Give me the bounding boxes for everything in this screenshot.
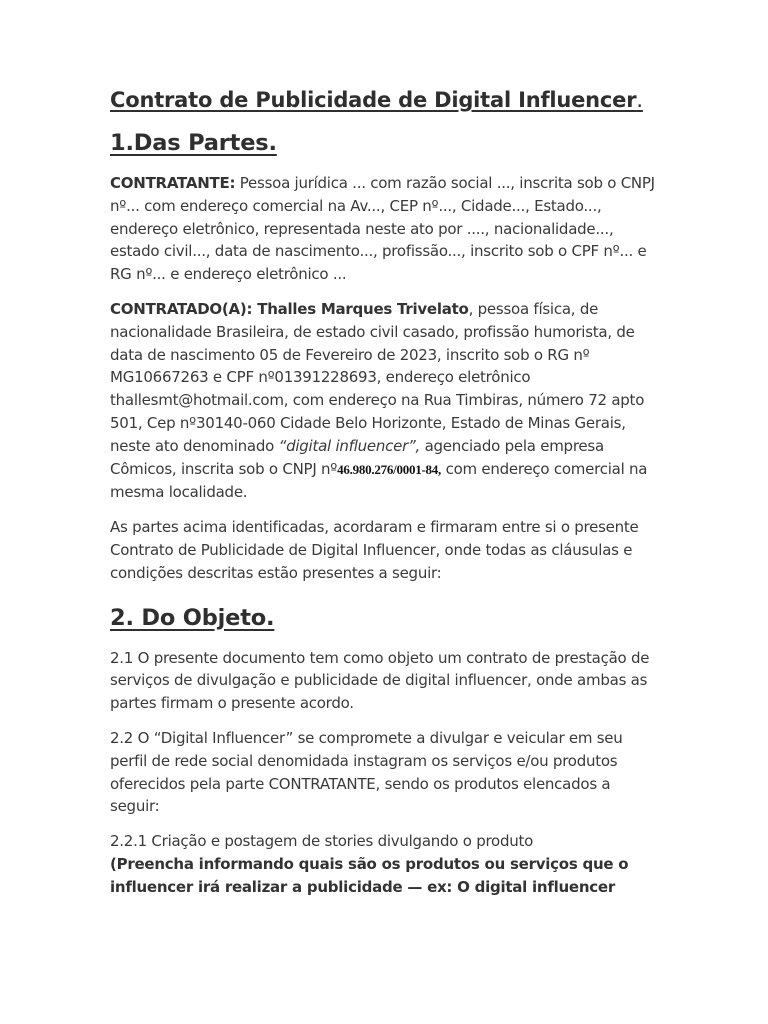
document-body <box>110 88 662 911</box>
clause-2-2-1-text: 2.2.1 Criação e postagem de stories divulgando o produto <box>110 832 534 851</box>
contratado-alias: “digital influencer”, <box>278 436 421 455</box>
contratado-text: , pessoa física, de nacionalidade Brasileira, de estado civil casado, profissão humorista, de data de nascimento 05 de Fevereiro de 2023, inscrito sob o RG nº MG10667263 e CPF nº01391228693, endereço eletrônico thallesmt@hotmail.com, com endereço na Rua Timbiras, número 72 apto 501, Cep nº30140-060 Cidade Belo Horizonte, Estado de Minas Gerais, neste ato denominado <box>110 299 645 455</box>
paragraph-clause-2-2: 2.2 O “Digital Influencer” se compromete a divulgar e veicular em seu perfil de rede social denomidada instagram os serviços e/ou produtos oferecidos pela parte CONTRATANTE, sendo os produtos elencados a seguir: <box>110 728 623 816</box>
contratante-text: Pessoa jurídica ... com razão social ..., inscrita sob o CNPJ nº... com endereço comercial na Av..., CEP nº..., Cidade..., Estado..., endereço eletrônico, representada neste ato por ...., nacionalidade..., estado civil..., data de nascimento..., profissão..., inscrito sob o CPF nº... e RG nº... e endereço eletrônico ... <box>110 174 655 284</box>
paragraph-agreement: As partes acima identificadas, acordaram e firmaram entre si o presente Contrato de Publicidade de Digital Influencer, onde todas as cláusulas e condições descritas estão presentes a seguir: <box>110 518 639 582</box>
paragraph-contratado <box>110 298 662 504</box>
clause-2-2-1-note: (Preencha informando quais são os produtos ou serviços que o influencer irá realizar a publicidade — ex: O digital influencer <box>110 854 629 896</box>
paragraph-clause-2-2-1 <box>110 830 662 898</box>
document-title-dot: . <box>636 88 643 112</box>
document-title-text: Contrato de Publicidade de Digital Influencer <box>110 88 637 112</box>
contratado-label: CONTRATADO(A): Thalles Marques Trivelato <box>110 299 469 318</box>
contratante-label: CONTRATANTE: <box>110 174 236 192</box>
contratado-agency: agenciado pela empresa Cômicos, inscrita sob o CNPJ nº <box>110 436 604 478</box>
document-title <box>110 88 662 112</box>
paragraph-clause-2-1: 2.1 O presente documento tem como objeto um contrato de prestação de serviços de divulgação e publicidade de digital influencer, onde ambas as partes firmam o presente acordo. <box>110 648 650 713</box>
paragraph-contratante <box>110 172 662 286</box>
contratado-tail: com endereço comercial na mesma localidade. <box>110 459 648 502</box>
section-heading-objeto: 2. Do Objeto. <box>110 604 275 631</box>
contratado-cnpj: 46.980.276/0001-84, <box>337 461 442 477</box>
section-heading-partes: 1.Das Partes. <box>110 130 277 156</box>
